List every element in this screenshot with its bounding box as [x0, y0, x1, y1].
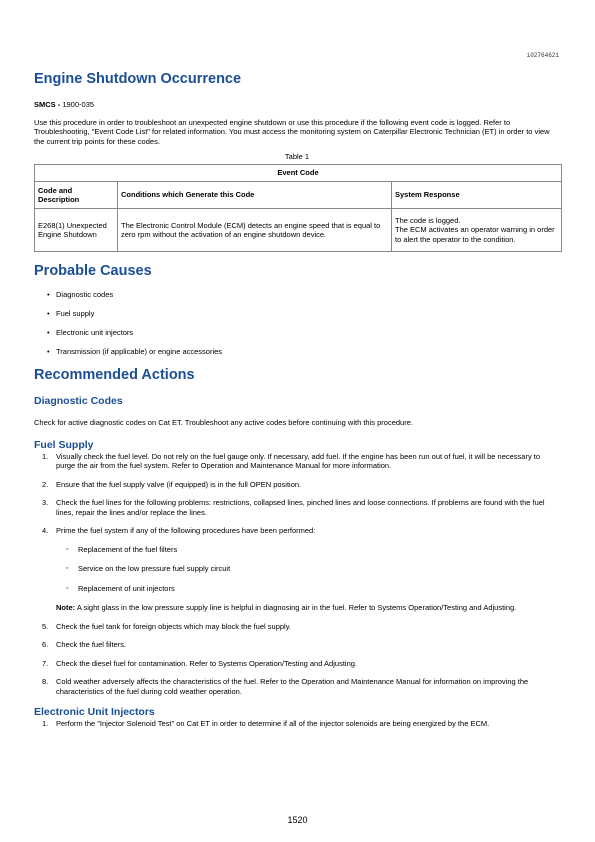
step-text: Check the fuel lines for the following problems: restrictions, collapsed lines, pinched lines and loose connections. If problems are found with the fuel lines, repair the lines and/or replace the lines. [56, 498, 545, 517]
table-title: Event Code [35, 165, 562, 182]
column-header-conditions: Conditions which Generate this Code [118, 182, 392, 209]
page-number: 1520 [287, 815, 308, 825]
list-item: ◦ Service on the low pressure fuel supply circuit [56, 564, 560, 574]
note-label: Note: [56, 603, 76, 612]
step-text: Cold weather adversely affects the characteristics of the fuel. Refer to the Operation and Maintenance Manual for information on improving the characteristics of the fuel during cold weather operation. [56, 677, 529, 696]
document-id: i02764621 [526, 52, 559, 59]
smcs-value: 1900-035 [62, 100, 95, 109]
list-item: 5. Check the fuel tank for foreign objects which may block the fuel supply. [42, 621, 291, 631]
list-item: • Diagnostic codes [34, 290, 560, 299]
list-item: ◦ Replacement of the fuel filters [56, 545, 560, 555]
cell-response: The code is logged. The ECM activates an operator warning in order to alert the operator to the condition. [392, 209, 562, 252]
page-title: Engine Shutdown Occurrence [34, 71, 242, 87]
diagnostic-codes-heading: Diagnostic Codes [34, 395, 123, 407]
step-text: Perform the "Injector Solenoid Test" on Cat ET in order to determine if all of the injector solenoids are being energized by the ECM. [56, 719, 490, 728]
note-text: A sight glass in the low pressure supply line is helpful in diagnosing air in the fuel. Refer to Systems Operation/Testing and Adjusting. [75, 603, 517, 612]
probable-causes-heading: Probable Causes [34, 263, 152, 279]
column-header-code: Code and Description [35, 182, 118, 209]
list-item: 4. Prime the fuel system if any of the following procedures have been performed: ◦ Replacement of the fuel filters ◦ Service on the low pressure fuel supply circuit ◦ Replacement of unit injectors Note: A sight glass in the low pressure supply line is helpful in diagnosing air in the fuel. Refer to Systems Operation/Testing and Adjusting. [34, 526, 560, 613]
step-text: Check the fuel tank for foreign objects which may block the fuel supply. [56, 621, 291, 631]
fuel-supply-heading: Fuel Supply [34, 438, 94, 451]
step-text: Check the fuel filters. [56, 640, 127, 649]
step-text: Visually check the fuel level. Do not rely on the fuel gauge only. If necessary, add fuel. If the engine has been run out of fuel, it will be necessary to purge the air from the fuel system. Refer to Operation and Maintenance Manual for more information. [56, 451, 541, 470]
step-text: Check the diesel fuel for contamination. Refer to Systems Operation/Testing and Adjusting. [56, 658, 357, 668]
list-item: 7. Check the diesel fuel for contamination. Refer to Systems Operation/Testing and Adjusting. [42, 658, 357, 668]
list-item: 6. Check the fuel filters. [42, 640, 127, 649]
injector-steps [34, 719, 560, 729]
cell-code: E268(1) Unexpected Engine Shutdown [35, 209, 118, 252]
fuel-supply-steps [34, 452, 560, 697]
table-caption: Table 1 [284, 152, 310, 161]
list-item: 1. Perform the "Injector Solenoid Test" on Cat ET in order to determine if all of the injector solenoids are being energized by the ECM. [42, 719, 490, 728]
list-item: • Electronic unit injectors [34, 328, 560, 337]
step-text: Prime the fuel system if any of the following procedures have been performed: [56, 526, 316, 535]
content [34, 70, 560, 738]
list-item: 3. Check the fuel lines for the following problems: restrictions, collapsed lines, pinched lines and loose connections. If problems are found with the fuel lines, repair the lines and/or replace the lines. [42, 498, 545, 517]
note [56, 603, 560, 613]
recommended-actions-heading: Recommended Actions [34, 367, 195, 383]
prime-procedures-list [56, 545, 560, 594]
list-item: ◦ Replacement of unit injectors [56, 584, 560, 594]
smcs-label: SMCS - [34, 100, 63, 109]
column-header-response: System Response [392, 182, 562, 209]
step-text: Ensure that the fuel supply valve (if equipped) is in the full OPEN position. [56, 479, 302, 489]
electronic-unit-injectors-heading: Electronic Unit Injectors [34, 706, 155, 718]
cell-conditions: The Electronic Control Module (ECM) detects an engine speed that is equal to zero rpm without the activation of an engine shutdown device. [118, 209, 392, 252]
list-item: • Fuel supply [34, 309, 560, 318]
list-item: 8. Cold weather adversely affects the characteristics of the fuel. Refer to the Operation and Maintenance Manual for information on improving the characteristics of the fuel during cold weather operation. [42, 677, 529, 696]
list-item: 1. Visually check the fuel level. Do not rely on the fuel gauge only. If necessary, add fuel. If the engine has been run out of fuel, it will be necessary to purge the air from the fuel system. Refer to Operation and Maintenance Manual for more information. [42, 451, 541, 470]
diagnostic-codes-text: Check for active diagnostic codes on Cat ET. Troubleshoot any active codes before continuing with this procedure. [34, 418, 413, 427]
list-item: 2. Ensure that the fuel supply valve (if equipped) is in the full OPEN position. [42, 479, 302, 489]
table-row [35, 209, 562, 252]
smcs-line [34, 100, 560, 110]
event-code-table [34, 164, 562, 252]
probable-causes-list [34, 290, 560, 356]
intro-paragraph: Use this procedure in order to troubleshoot an unexpected engine shutdown or use this procedure if the following event code is logged. Refer to Troubleshooting, "Event Code List" for related information. You must access the monitoring system on Caterpillar Electronic Technician (ET) in order to view the current trip points for these codes. [34, 117, 550, 146]
list-item: • Transmission (if applicable) or engine accessories [34, 347, 560, 356]
